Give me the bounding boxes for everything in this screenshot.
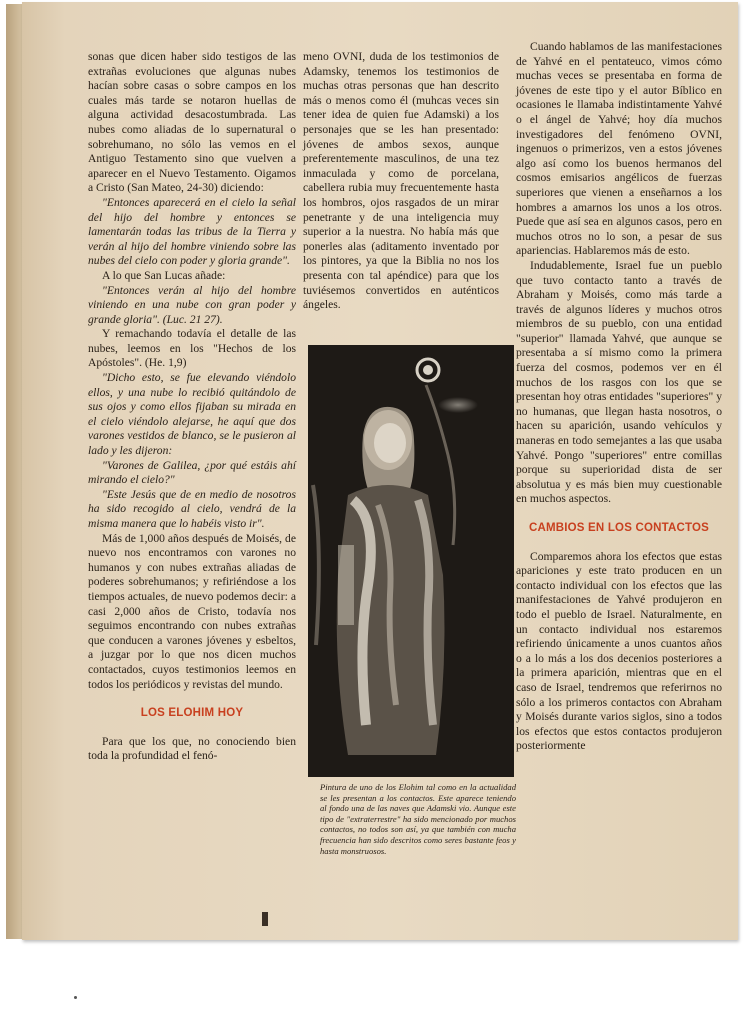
- paragraph: meno OVNI, duda de los testimonios de Adamsky, tenemos los testimonios de muchas otras personas que han descrito más o menos como él (muhcas veces sin tener idea de quien fue Adamski) a los personajes que se les han presentado: jóvenes de ambos sexos, aunque preferentemente masculinos, de una tez inmaculada y como de porcelana, cabellera rubia muy frecuentemente hasta los hombros, ojos rasgados de un mirar penetrante y de una inteligencia muy superior a la nuestra. No había más que ponerles alas (aditamento inventado por los pintores, ya que la Biblia no nos los presenta con tal apéndice) para que los tuviésemos convertidos en auténticos ángeles.: [303, 50, 499, 312]
- paragraph: A lo que San Lucas añade:: [102, 268, 226, 282]
- scan-speck: [74, 996, 77, 999]
- quote-galilea: "Varones de Galilea, ¿por qué estáis ahí mirando el cielo?": [88, 458, 296, 487]
- text-column-right: [516, 40, 722, 754]
- quote-hechos: "Dicho esto, se fue elevando viéndolo ellos, y una nube lo recibió quitándolo de sus ojos y como ellos fijaban su mirada en el cielo viéndolo alejarse, he aquí que dos varones vestidos de blanco, se le pusieron al lado y les dijeron:: [88, 371, 296, 458]
- quote-jesus: "Este Jesús que de en medio de nosotros ha sido recogido al cielo, vendrá de la misma manera que lo habéis visto ir".: [88, 487, 296, 530]
- paragraph: Indudablemente, Israel fue un pueblo que tuvo contacto tanto a través de Abraham y Moisés, como más tarde a través de algunos líderes y muchos otros miembros de su pueblo, con una entidad "superior" llamada Yahvé, que aunque se presentaba a sí mismo como la primera fuerza del cosmos, podemos ver en él muchos de los rasgos con los que se presentan hoy otras entidades "superiores" y no humanas, que llegan hasta nosotros, o hacen su aparición, usando vehículos y maneras en todo semejantes a las que usaba Yahvé. Pongo "superiores" entre comillas porque su superioridad dista de ser absolutua y es más bien muy cuestionable en muchos aspectos.: [516, 258, 722, 506]
- binding-mark: [262, 912, 268, 926]
- quote-mateo: "Entonces aparecerá en el cielo la señal del hijo del hombre y entonces se lamentarán todas las tribus de la Tierra y verán al hijo del hombre viniendo sobre las nubes del cielo con poder y gloria grande".: [88, 195, 296, 268]
- paragraph: Para que los que, no conociendo bien toda la profundidad el fenó-: [88, 734, 296, 763]
- section-heading-elohim: LOS ELOHIM HOY: [140, 707, 244, 720]
- paragraph: Y remachando todavía el detalle de las nubes, leemos en los "Hechos de los Apóstoles". (He. 1,9): [88, 327, 296, 370]
- section-heading-cambios: CAMBIOS EN LOS CONTACTOS: [528, 522, 710, 534]
- quote-lucas: "Entonces verán al hijo del hombre viniendo en una nube con gran poder y grande gloria". (Luc. 21 27).: [88, 283, 296, 326]
- paragraph: sonas que dicen haber sido testigos de las extrañas evoluciones que algunas nubes hacían sobre casas o sobre campos en los cuales más tarde se notaron huellas de alguna actividad desacostumbrada. Las nubes como aliadas de lo supernatural o sobrehumano, no sólo las vemos en el Antiguo Testamento sino que vuelven a aparecer en el Nuevo Testamento. Oigamos a Cristo (San Mateo, 24-30) diciendo:: [88, 50, 296, 195]
- paragraph: Cuando hablamos de las manifestaciones de Yahvé en el pentateuco, vimos cómo muchas veces se presentaba en forma de jóvenes de este tipo y el autor Bíblico en ocasiones le llamaba indistintamente Yahvé o el ángel de Yahvé; hoy día muchos investigadores del fenómeno OVNI, ingenuos o primerizos, ven a estos jóvenes algo así como los buenos hermanos del cosmos emisarios angélicos de fuerzas superiores que vienen a enseñarnos a los hombres a amarnos los unos a los otros. Puede que así sea en algunos casos, pero en muchos otros no lo son, a pesar de sus apariencias. Hablaremos más de esto.: [516, 40, 722, 258]
- photo-caption: Pintura de uno de los Elohim tal como en la actualidad se les presentan a los contactos. Este aparece teniendo al fondo una de las naves que Adamski vio. Aunque este tipo de "extraterrestre" ha sido mencionado por muchos contactos, no todos son así, ya que también con mucha frecuencia han sido descritos como seres bastante feos y hasta monstruosos.: [320, 782, 516, 856]
- text-column-left: [88, 50, 296, 764]
- elohim-photo: [308, 345, 514, 777]
- paragraph: Más de 1,000 años después de Moisés, de nuevo nos encontramos con varones no humanos y con nubes extrañas aliadas de poderes sobrehumanos; y refiriéndose a los tiempos actuales, de nuevo podemos decir: a casi 2,000 años de Cristo, todavía nos seguimos encontrando con nubes extrañas que conducen a varones jóvenes y esbeltos, a juzgar por lo que nos dicen muchos contactados, cuyos testimonios leemos en todos los periódicos y revistas del mundo.: [88, 531, 296, 691]
- text-column-middle: [303, 50, 499, 313]
- elohim-figure-icon: [308, 345, 514, 777]
- paragraph: Comparemos ahora los efectos que estas apariciones y este trato producen en un contacto individual con los efectos que las manifestaciones de Yahvé produjeron en todo el pueblo de Israel. Naturalmente, en un contacto individual nos estaremos refiriendo únicamente a unos cuantos años o a lo más a los dos decenios posteriores a la primera aparición, mientras que en el caso de Israel, tendremos que referirnos no sólo a los primeros contactos con Abraham y Moisés durante varios siglos, sino a todos los efectos que estos contactos produjeron posteriormente: [516, 549, 722, 753]
